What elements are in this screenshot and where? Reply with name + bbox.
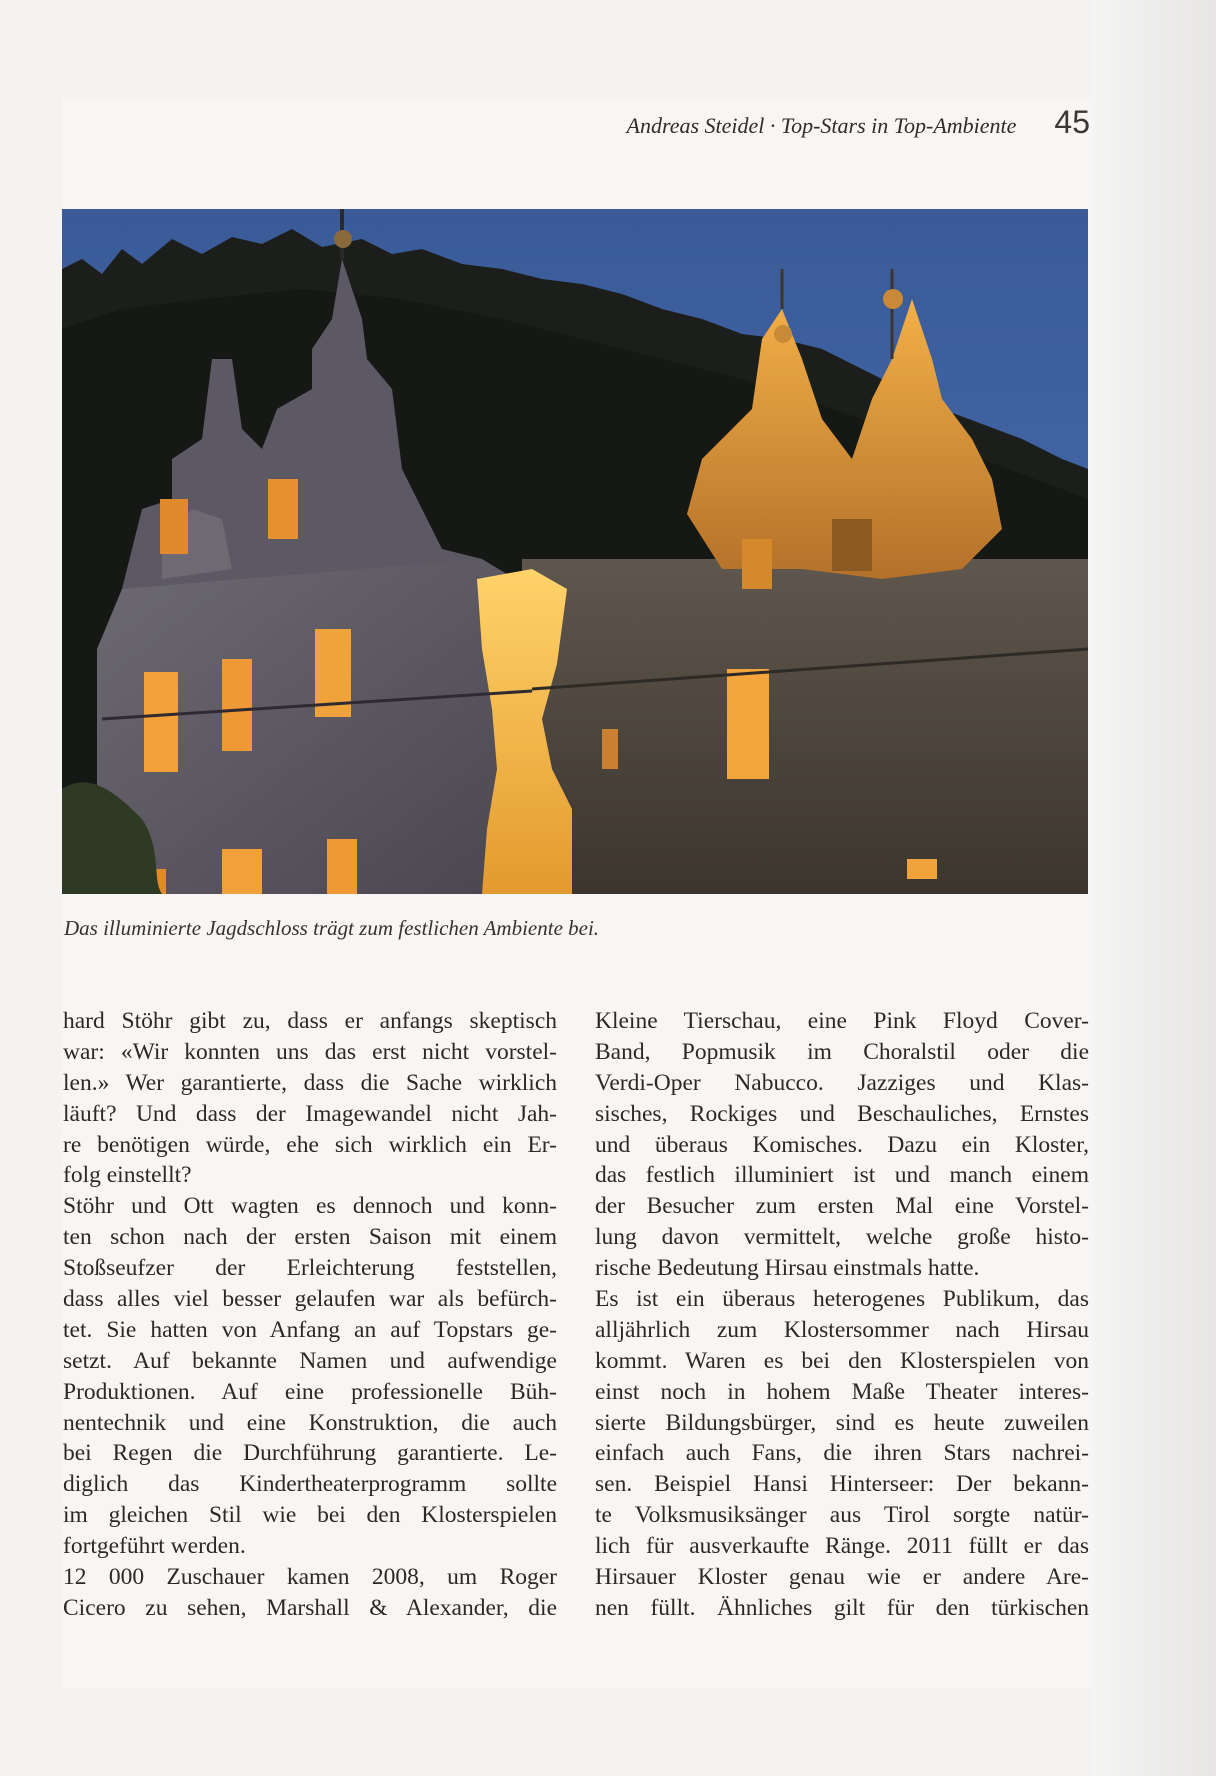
- text-line: rische Bedeutung Hirsau einstmals hatte.: [595, 1255, 980, 1282]
- page-edge-shadow: [1092, 0, 1216, 1776]
- text-line: sierte Bildungsbürger, sind es heute zuweilen: [595, 1409, 1089, 1436]
- text-line: hard Stöhr gibt zu, dass er anfangs skeptisch: [63, 1008, 557, 1034]
- text-line: lung davon vermittelt, welche große histo-: [595, 1224, 1089, 1251]
- text-column-left: [63, 1006, 557, 1624]
- page-number: 45: [1054, 104, 1090, 140]
- text-line: Es ist ein überaus heterogenes Publikum, das: [595, 1286, 1089, 1313]
- text-line: ten schon nach der ersten Saison mit einem: [63, 1224, 557, 1251]
- text-line: te Volksmusiksänger aus Tirol sorgte natür-: [595, 1502, 1089, 1529]
- text-line: alljährlich zum Klostersommer nach Hirsau: [595, 1316, 1089, 1343]
- text-line: einfach auch Fans, die ihren Stars nachrei-: [595, 1440, 1089, 1467]
- text-line: Verdi-Oper Nabucco. Jazziges und Klas-: [595, 1069, 1089, 1096]
- text-column-right: [595, 1006, 1089, 1624]
- text-line: tet. Sie hatten von Anfang an auf Topstars ge-: [63, 1316, 557, 1343]
- text-line: len.» Wer garantierte, dass die Sache wirklich: [63, 1069, 557, 1096]
- text-line: war: «Wir konnten uns das erst nicht vorstel-: [63, 1038, 557, 1065]
- text-line: dass alles viel besser gelaufen war als befürch-: [63, 1286, 557, 1313]
- running-title: Andreas Steidel · Top-Stars in Top-Ambiente: [626, 113, 1017, 138]
- castle-photo-icon: [62, 209, 1088, 894]
- text-line: diglich das Kindertheaterprogramm sollte: [63, 1471, 557, 1498]
- text-line: nen füllt. Ähnliches gilt für den türkischen: [595, 1594, 1089, 1621]
- text-line: setzt. Auf bekannte Namen und aufwendige: [63, 1347, 557, 1374]
- text-line: einst noch in hohem Maße Theater interes-: [595, 1378, 1089, 1405]
- text-line: der Besucher zum ersten Mal eine Vorstel-: [595, 1193, 1089, 1220]
- text-line: re benötigen würde, ehe sich wirklich ein Er-: [63, 1131, 557, 1158]
- text-line: fortgeführt werden.: [63, 1533, 246, 1560]
- text-line: 12 000 Zuschauer kamen 2008, um Roger: [63, 1564, 557, 1591]
- text-line: das festlich illuminiert ist und manch einem: [595, 1162, 1089, 1189]
- text-line: Hirsauer Kloster genau wie er andere Are-: [595, 1564, 1089, 1591]
- text-line: sen. Beispiel Hansi Hinterseer: Der bekann-: [595, 1471, 1089, 1498]
- text-line: Produktionen. Auf eine professionelle Büh-: [63, 1378, 557, 1405]
- text-line: sisches, Rockiges und Beschauliches, Ernstes: [595, 1100, 1089, 1127]
- text-line: läuft? Und dass der Imagewandel nicht Jah-: [63, 1100, 557, 1127]
- running-head: [500, 104, 1090, 144]
- text-line: Kleine Tierschau, eine Pink Floyd Cover-: [595, 1008, 1089, 1034]
- text-line: bei Regen die Durchführung garantierte. Le-: [63, 1440, 557, 1467]
- text-line: nentechnik und eine Konstruktion, die auch: [63, 1409, 557, 1436]
- text-line: lich für ausverkaufte Ränge. 2011 füllt er das: [595, 1533, 1089, 1560]
- text-line: Stöhr und Ott wagten es dennoch und konn-: [63, 1193, 557, 1220]
- castle-photo: [62, 209, 1088, 894]
- text-line: kommt. Waren es bei den Klosterspielen von: [595, 1347, 1089, 1374]
- text-line: im gleichen Stil wie bei den Klosterspielen: [63, 1502, 557, 1529]
- text-line: folg einstellt?: [63, 1162, 192, 1189]
- figure-caption: Das illuminierte Jagdschloss trägt zum festlichen Ambiente bei.: [64, 916, 600, 940]
- text-line: Band, Popmusik im Choralstil oder die: [595, 1038, 1089, 1065]
- text-line: und überaus Komisches. Dazu ein Kloster,: [595, 1131, 1089, 1158]
- text-line: Stoßseufzer der Erleichterung feststellen,: [63, 1255, 557, 1282]
- text-line: Cicero zu sehen, Marshall & Alexander, die: [63, 1594, 557, 1621]
